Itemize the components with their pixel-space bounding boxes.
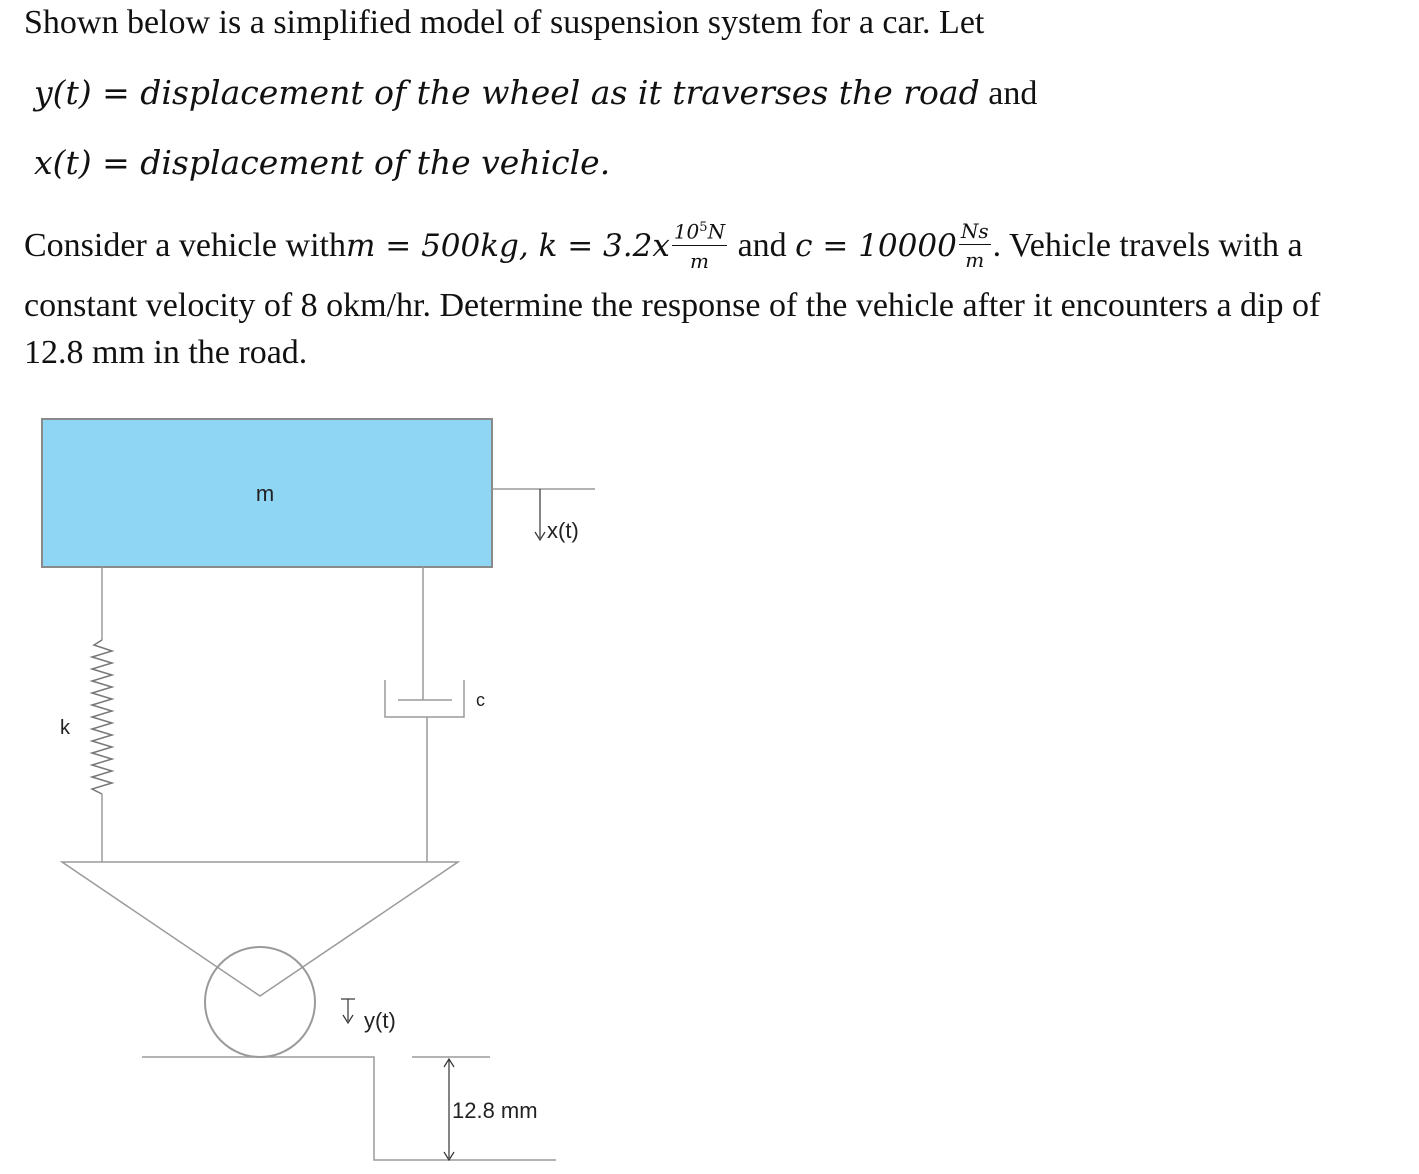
dip-label: 12.8 mm [452,1098,538,1123]
damping-expression: c = 10000 [795,227,957,264]
wheel-link-triangle [62,862,458,996]
parameters-lead: Consider a vehicle with [24,226,346,264]
k-num-exponent: 5 [699,220,708,235]
definition-y-text: y(t) = displacement of the wheel as it traverses the road [34,73,980,112]
problem-line-3: 12.8 mm in the road. [24,334,308,371]
spring-coil [92,640,112,794]
damper-label: c [476,690,485,710]
k-units-denominator: m [689,248,709,273]
and-word: and [729,226,796,264]
definition-y-and: and [979,75,1038,112]
definition-x: x(t) = displacement of the vehicle. [34,143,611,182]
k-num-base: 10 [673,219,700,244]
y-label: y(t) [364,1008,396,1033]
intro-sentence: Shown below is a simplified model of suspension system for a car. Let [24,4,985,41]
parameters-tail: . Vehicle travels with a [992,226,1303,264]
mass-label: m [255,481,275,506]
wheel [205,947,315,1057]
c-units-denominator: m [965,248,985,273]
mass-k-expression: m = 500kg, k = 3.2x [345,227,670,264]
spring-label: k [60,717,70,739]
k-num-unit: N [707,219,726,244]
c-units-numerator: Ns [960,219,989,244]
damper-cylinder [385,680,464,717]
x-label: x(t) [547,518,579,543]
problem-line-2: constant velocity of 8 okm/hr. Determine the response of the vehicle after it encounters a dip of [24,287,1321,324]
